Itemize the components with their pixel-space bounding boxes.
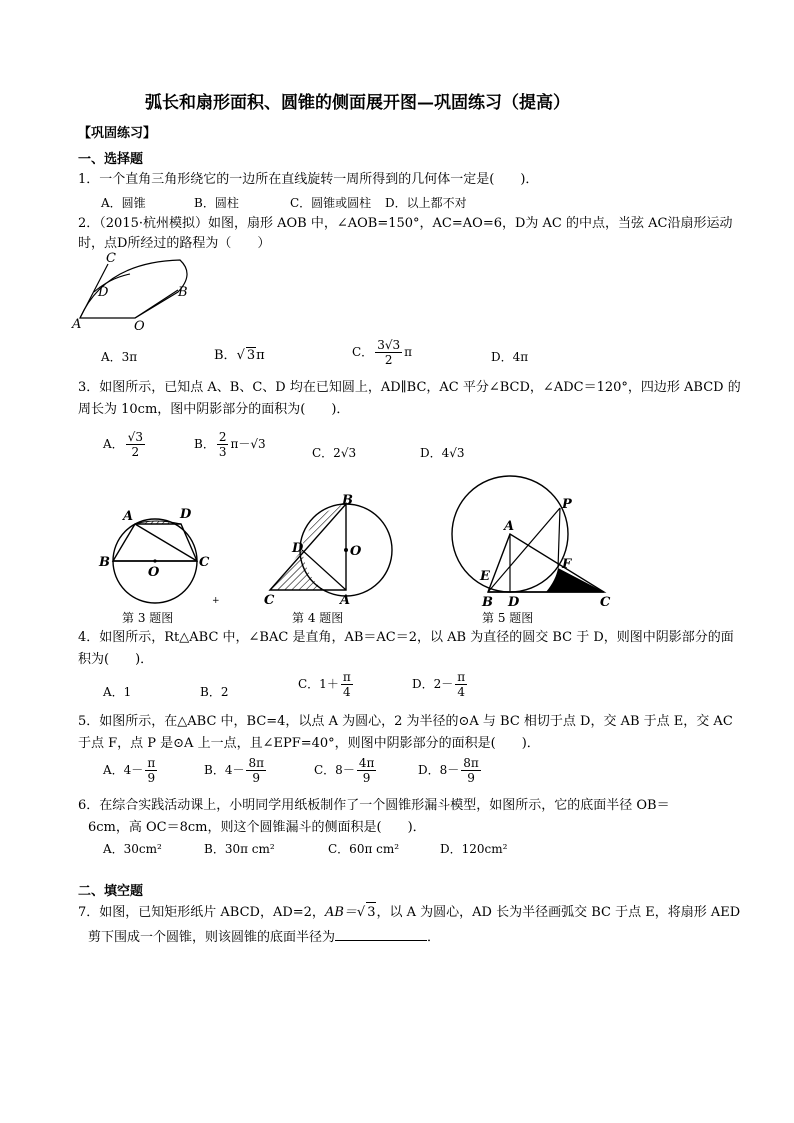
question-6-line2: 6cm，高 OC＝8cm，则这个圆锥漏斗的侧面积是( )． bbox=[88, 820, 426, 835]
fig3-circle-quadrilateral bbox=[95, 500, 225, 610]
segment-pf bbox=[558, 508, 560, 568]
q4-option-a: A．1 bbox=[103, 685, 132, 699]
segment-ob bbox=[135, 290, 178, 318]
question-4-line2: 积为( )． bbox=[78, 652, 154, 667]
page-title: 弧长和扇形面积、圆锥的侧面展开图—巩固练习（提高） bbox=[145, 93, 570, 113]
q4-option-b: B．2 bbox=[200, 685, 229, 699]
segment-pe bbox=[488, 508, 560, 592]
q5-option-b: B．4－ $\frac{8\pi}{9}$ bbox=[204, 756, 264, 785]
fig4-triangle-circle bbox=[262, 492, 382, 612]
q4-option-d: D．2－ $\frac{\pi}{4}$ bbox=[412, 670, 466, 699]
label-f: F bbox=[562, 557, 572, 572]
label-o: O bbox=[350, 544, 362, 559]
question-5-line2: 于点 F，点 P 是⊙A 上一点，且∠EPF=40°，则图中阴影部分的面积是( )． bbox=[78, 736, 540, 751]
label-e: E bbox=[480, 569, 490, 584]
label-d: D bbox=[180, 507, 192, 522]
question-1: 1．一个直角三角形绕它的一边所在直线旋转一周所得到的几何体一定是( )． bbox=[78, 172, 539, 187]
label-d: D bbox=[292, 541, 304, 556]
question-3-line1: 3．如图所示，已知点 A、B、C、D 均在已知圆上，AD∥BC，AC 平分∠BCD，∠ADC＝120°，四边形 ABCD 的 bbox=[78, 380, 741, 395]
q6-option-d: D．120cm² bbox=[440, 842, 508, 856]
question-4-line1: 4．如图所示，Rt△ABC 中，∠BAC 是直角，AB＝AC＝2，以 AB 为直径的圆交 BC 于 D，则图中阴影部分的面 bbox=[78, 630, 734, 645]
q1-option-b: B．圆柱 bbox=[194, 196, 239, 210]
q2-option-a: A．3π bbox=[101, 350, 138, 364]
q1-option-a: A．圆锥 bbox=[101, 196, 146, 210]
label-d: D bbox=[508, 595, 520, 610]
question-7-line2: 剪下围成一个圆锥，则该圆锥的底面半径为 ． bbox=[88, 930, 441, 945]
label-a: A bbox=[504, 519, 515, 534]
q6-option-a: A．30cm² bbox=[103, 842, 162, 856]
label-c: C bbox=[106, 251, 116, 266]
section-tag: 【巩固练习】 bbox=[78, 126, 157, 141]
label-a: A bbox=[340, 593, 351, 608]
label-o: O bbox=[134, 319, 145, 334]
q5-option-d: D．8－ $\frac{8\pi}{9}$ bbox=[418, 756, 479, 785]
question-5-line1: 5．如图所示，在△ABC 中，BC=4，以点 A 为圆心，2 为半径的⊙A 与 BC 相切于点 D，交 AB 于点 E，交 AC bbox=[78, 714, 733, 729]
fig4-caption: 第 4 题图 bbox=[292, 611, 344, 625]
label-a: A bbox=[72, 317, 82, 332]
answer-blank[interactable] bbox=[335, 928, 427, 941]
fig5-triangle-circle bbox=[448, 488, 628, 608]
q3-option-b: B． $\frac{2}{3}$ π－√3 bbox=[194, 430, 266, 459]
label-b: B bbox=[342, 493, 353, 508]
question-7-line1: 7．如图，已知矩形纸片 ABCD，AD=2，AB＝√ 3，以 A 为圆心，AD 长为半径画弧交 BC 于点 E，将扇形 AED bbox=[78, 902, 740, 923]
quadrilateral-abcd bbox=[113, 524, 197, 561]
fig5-caption: 第 5 题图 bbox=[482, 611, 534, 625]
fig3-caption: 第 3 题图 bbox=[122, 611, 174, 625]
q4-option-c: C．1＋ $\frac{\pi}{4}$ bbox=[298, 670, 351, 699]
q1-option-d: D．以上都不对 bbox=[385, 196, 467, 210]
q6-option-c: C．60π cm² bbox=[328, 842, 400, 856]
label-b: B bbox=[178, 285, 188, 300]
q1-option-c: C．圆锥或圆柱 bbox=[290, 196, 372, 210]
label-c: C bbox=[600, 595, 611, 610]
q2-option-d: D．4π bbox=[491, 350, 529, 364]
q5-option-c: C．8－ $\frac{4\pi}{9}$ bbox=[314, 756, 375, 785]
q6-option-b: B．30π cm² bbox=[204, 842, 275, 856]
q2-option-c: C． $\frac{3√3}{2}$ π bbox=[352, 338, 412, 367]
q3-option-c: C．2√3 bbox=[312, 446, 357, 460]
question-6-line1: 6．在综合实践活动课上，小明同学用纸板制作了一个圆锥形漏斗模型，如图所示，它的底面半径 OB＝ bbox=[78, 798, 670, 813]
q3-option-d: D．4√3 bbox=[420, 446, 465, 460]
label-c: C bbox=[264, 593, 275, 608]
q5-option-a: A．4－ $\frac{\pi}{9}$ bbox=[103, 756, 156, 785]
q2-option-b: B．√ 3π bbox=[214, 344, 265, 363]
diagonal-ac bbox=[135, 524, 197, 561]
section-heading-choice: 一、选择题 bbox=[78, 152, 144, 167]
question-2-line1: 2．（2015·杭州模拟）如图，扇形 AOB 中，∠AOB=150°，AC=AO=6，D为 AC 的中点，当弦 AC沿扇形运动 bbox=[78, 216, 733, 231]
label-o: O bbox=[148, 565, 160, 580]
q2-sector-figure bbox=[70, 252, 200, 337]
q3-option-a: A． $\frac{√3}{2}$ bbox=[103, 430, 143, 459]
sector-outline bbox=[80, 260, 187, 318]
label-d: D bbox=[98, 285, 109, 300]
question-3-line2: 周长为 10cm，图中阴影部分的面积为( )． bbox=[78, 402, 350, 417]
label-b: B bbox=[99, 555, 110, 570]
label-a: A bbox=[123, 509, 134, 524]
plus-mark: + bbox=[212, 596, 220, 606]
label-p: P bbox=[562, 497, 572, 512]
label-c: C bbox=[199, 555, 210, 570]
question-2-line2: 时，点D所经过的路程为（ ） bbox=[78, 236, 271, 251]
section-heading-fill: 二、填空题 bbox=[78, 884, 144, 899]
label-b: B bbox=[482, 595, 493, 610]
